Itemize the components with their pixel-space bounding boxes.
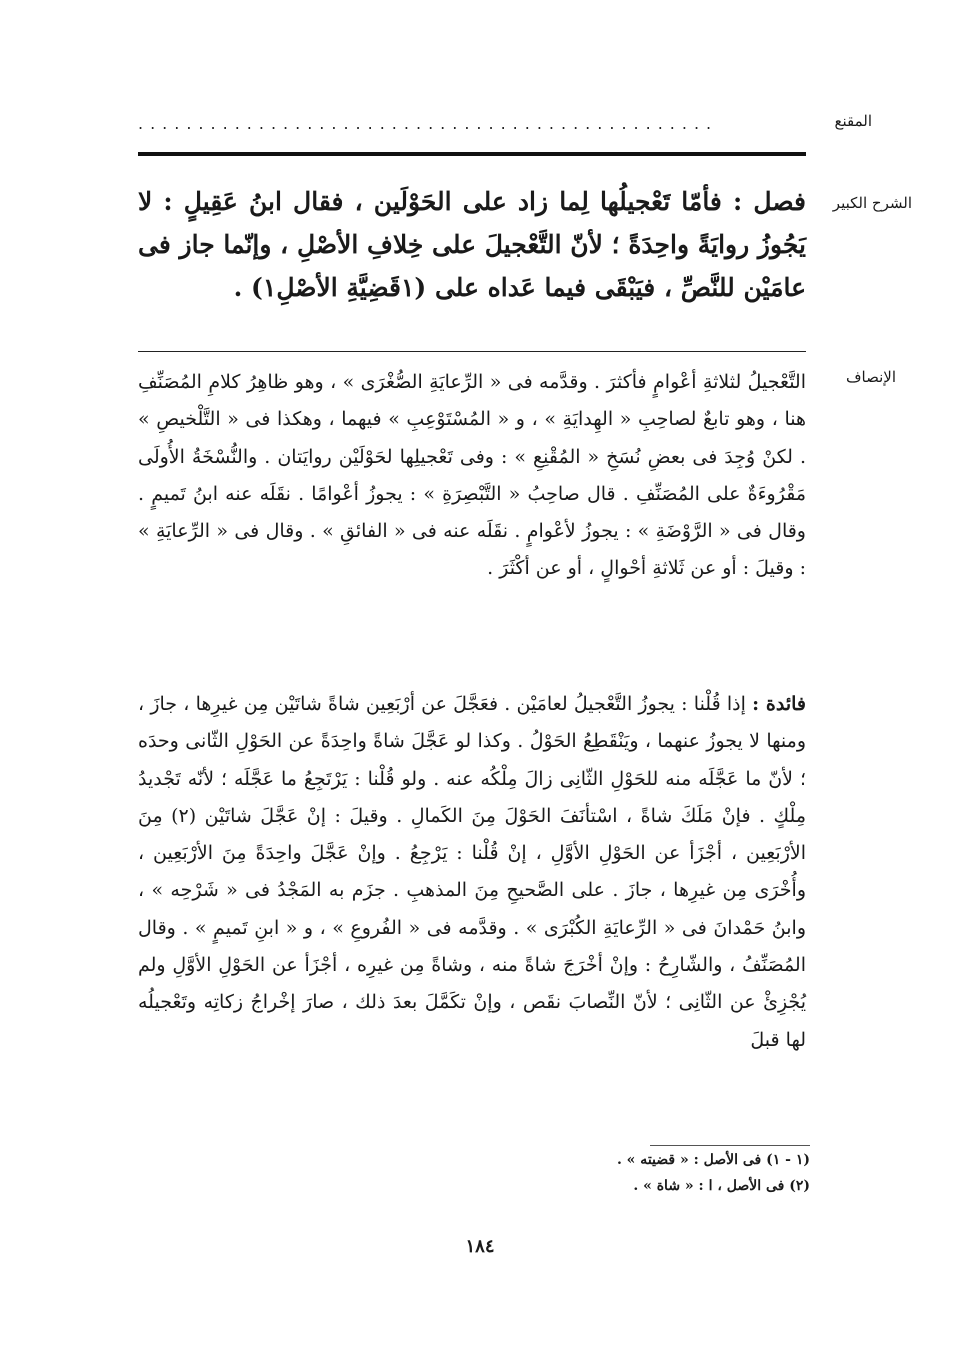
insaf-section: [138, 364, 806, 588]
faida-text: إذا قُلْنا : يجوزُ التَّعْجيلُ لعامَيْن . فعَجَّلَ عن أرْبَعِين شاةً شاتَيْن مِن غيرِها ، جازَ ، ومنها لا يجوزُ عنهما ، ويَنْقَطِعُ الحَوْلُ . وكذا لو عَجَّلَ شاةً واحِدَةً عن الحَوْلِ الثّانى وحدَه ؛ لأنّ ما عَجَّلَه منه للحَوْلِ الثّانِى زالَ مِلْكُه عنه . ولو قُلْنا : يَرْتَجِعُ ما عَجَّلَه ؛ لأنّه تَجْديدُ مِلْكٍ . فإنْ مَلَكَ شاةً ، اسْتأنَفَ الحَوْلَ مِنَ الكَمالِ . وقيلَ : إنْ عَجَّلَ شاتَيْن (٢) مِنَ الأرْبَعِين ، أجْزَأ عن الحَوْلِ الأوَّلِ ، إنْ قُلْنا : يَرْجِعُ . وإنْ عَجَّلَ واحِدَةً مِنَ الأرْبَعِين ، وأُخْرَى مِن غيرِها ، جازَ . على الصَّحيحِ مِنَ المذهبِ . جزَم به المَجْدُ فى « شَرْحِه » ، وابنُ حَمْدانَ فى « الرِّعايَةِ الكُبْرَى » . وقدَّمه فى « الفُروعِ » ، و « ابنِ تَميمٍ » . وقال المُصَنِّفُ ، والشّارِحُ : وإنْ أخْرَجَ شاةً منه ، وشاةً مِن غيرِه ، أجْزَأ عن الحَوْلِ الأوَّلِ ولم يُجْزِئْ عن الثّانِى ؛ لأنّ النِّصابَ نقَص ، وإنْ تكَمَّلَ بعدَ ذلك ، صارَ إخْراجُ زكاتِه وتَعْجيلُه لها قبلَ: [138, 693, 807, 1051]
footnote-2: (٢) فى الأصل ، ا : « شاة » .: [633, 1178, 810, 1194]
footnote-rule: [650, 1145, 810, 1146]
running-header-book-title: المقنع: [834, 112, 872, 130]
faida-paragraph: [138, 686, 806, 1059]
sharh-text: فأمّا تَعْجيلُها لِما زاد على الحَوْلَين ، فقال ابنُ عَقِيلٍ : لا يَجُوزُ روايَةً واحِدَةً ؛ لأنّ التَّعْجيلَ على خِلافِ الأصْلِ ، وإنّما جاز فى عامَيْن للنَّصِّ ، فيَبْقَى فيما عَداه على (١قَضِيَّةِ الأصْلِ١) .: [138, 187, 806, 302]
sharh-keyword: فصل :: [733, 187, 806, 216]
sidebar-label-sharh: الشرح الكبير: [832, 194, 912, 212]
insaf-paragraph: التَّعْجيلُ لثلاثةِ أعْوامٍ فأكثرَ . وقدَّمه فى « الرِّعايَةِ الصُّغْرَى » ، وهو ظاهِرُ كلامِ المُصَنِّفِ هنا ، وهو تابعٌ لصاحِبِ « الهِدايَةِ » ، و « المُسْتَوْعِبِ » فيهما ، وهكذا فى « التَّلْخيصِ » . لكنْ وُجِدَ فى بعضِ نُسَخِ « المُقْنِعِ » : وفى تَعْجيلِها لحَوْلَيْن روايَتان . والنُّسْخَةُ الأُولَى مَقْرُوءَةٌ على المُصَنِّفِ . قال صاحِبُ « التَّبْصِرَةِ » : يجوزُ أعْوامًا . نقَلَه عنه ابنُ تَميمٍ . وقال فى « الرَّوْضَةِ » : يجوزُ لأعْوامٍ . نقَلَه عنه فى « الفائقِ » . وقال فى « الرِّعايَةِ » : وقيلَ : أو عن ثَلاثةِ أحْوالٍ ، أو عن أكْثَرَ .: [138, 371, 806, 580]
page-number: ١٨٤: [465, 1236, 495, 1257]
sharh-paragraph: [138, 180, 806, 309]
running-header-dots: ................................................: [138, 114, 719, 133]
header-rule: [138, 152, 806, 156]
faida-section: [138, 686, 806, 1059]
faida-keyword: فائدة :: [752, 693, 807, 715]
footnote-1: (١ - ١) فى الأصل : « قضيته » .: [616, 1152, 810, 1168]
sharh-section: [138, 180, 806, 309]
section-divider: [138, 351, 806, 352]
sidebar-label-insaf: الإنصاف: [845, 368, 896, 386]
